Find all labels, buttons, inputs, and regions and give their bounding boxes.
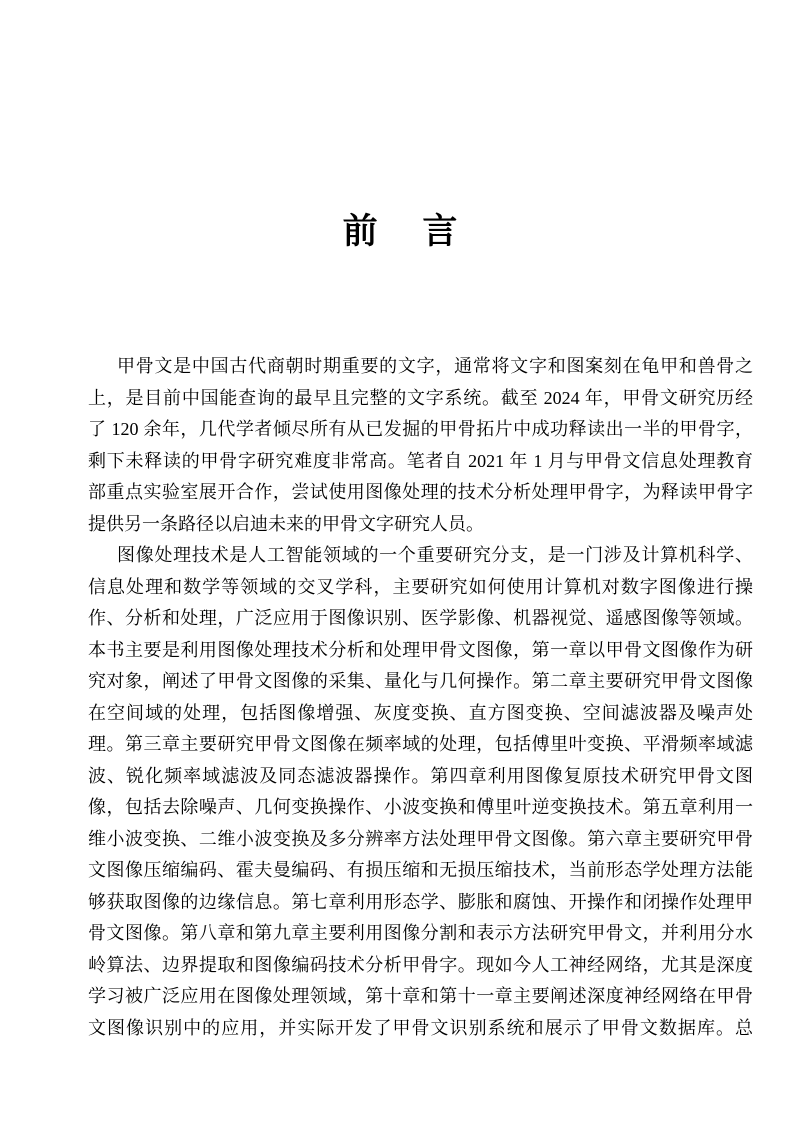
paragraph <box>88 351 753 540</box>
text-line: 像，包括去除噪声、几何变换操作、小波变换和傅里叶逆变换技术。第五章利用一 <box>88 797 753 817</box>
text-line: 部重点实验室展开合作，尝试使用图像处理的技术分析处理甲骨字，为释读甲骨字 <box>88 482 753 502</box>
preface-body <box>88 351 753 1044</box>
text-line: 剩下未释读的甲骨字研究难度非常高。笔者自 2021 年 1 月与甲骨文信息处理教育 <box>88 450 753 471</box>
text-line: 理。第三章主要研究甲骨文图像在频率域的处理，包括傅里叶变换、平滑频率域滤 <box>88 734 753 754</box>
text-line: 上，是目前中国能查询的最早且完整的文字系统。截至 2024 年，甲骨文研究历经 <box>88 387 753 408</box>
text-line: 甲骨文是中国古代商朝时期重要的文字，通常将文字和图案刻在龟甲和兽骨之 <box>117 356 753 376</box>
text-line: 骨文图像。第八章和第九章主要利用图像分割和表示方法研究甲骨文，并利用分水 <box>88 923 753 943</box>
text-line: 波、锐化频率域滤波及同态滤波器操作。第四章利用图像复原技术研究甲骨文图 <box>88 765 753 786</box>
text-line: 文图像压缩编码、霍夫曼编码、有损压缩和无损压缩技术，当前形态学处理方法能 <box>88 860 753 880</box>
text-line: 够获取图像的边缘信息。第七章利用形态学、膨胀和腐蚀、开操作和闭操作处理甲 <box>88 891 753 912</box>
paragraph <box>88 540 753 1044</box>
text-line: 岭算法、边界提取和图像编码技术分析甲骨字。现如今人工神经网络，尤其是深度 <box>88 954 753 975</box>
text-line: 文图像识别中的应用，并实际开发了甲骨文识别系统和展示了甲骨文数据库。总 <box>88 1017 753 1038</box>
text-line: 作、分析和处理，广泛应用于图像识别、医学影像、机器视觉、遥感图像等领域。 <box>88 608 753 628</box>
text-line: 究对象，阐述了甲骨文图像的采集、量化与几何操作。第二章主要研究甲骨文图像 <box>88 671 753 691</box>
text-line: 提供另一条路径以启迪未来的甲骨文字研究人员。 <box>88 513 484 534</box>
text-line: 本书主要是利用图像处理技术分析和处理甲骨文图像，第一章以甲骨文图像作为研 <box>88 639 753 660</box>
page-title: 前 言 <box>342 212 458 251</box>
text-line: 维小波变换、二维小波变换及多分辨率方法处理甲骨文图像。第六章主要研究甲骨 <box>88 828 753 849</box>
text-line: 图像处理技术是人工智能领域的一个重要研究分支，是一门涉及计算机科学、 <box>117 545 753 565</box>
text-line: 学习被广泛应用在图像处理领域，第十章和第十一章主要阐述深度神经网络在甲骨 <box>88 986 753 1006</box>
text-line: 在空间域的处理，包括图像增强、灰度变换、直方图变换、空间滤波器及噪声处 <box>88 702 753 723</box>
text-line: 信息处理和数学等领域的交叉学科，主要研究如何使用计算机对数字图像进行操 <box>88 576 753 597</box>
text-line: 了 120 余年，几代学者倾尽所有从已发掘的甲骨拓片中成功释读出一半的甲骨字， <box>88 419 753 439</box>
